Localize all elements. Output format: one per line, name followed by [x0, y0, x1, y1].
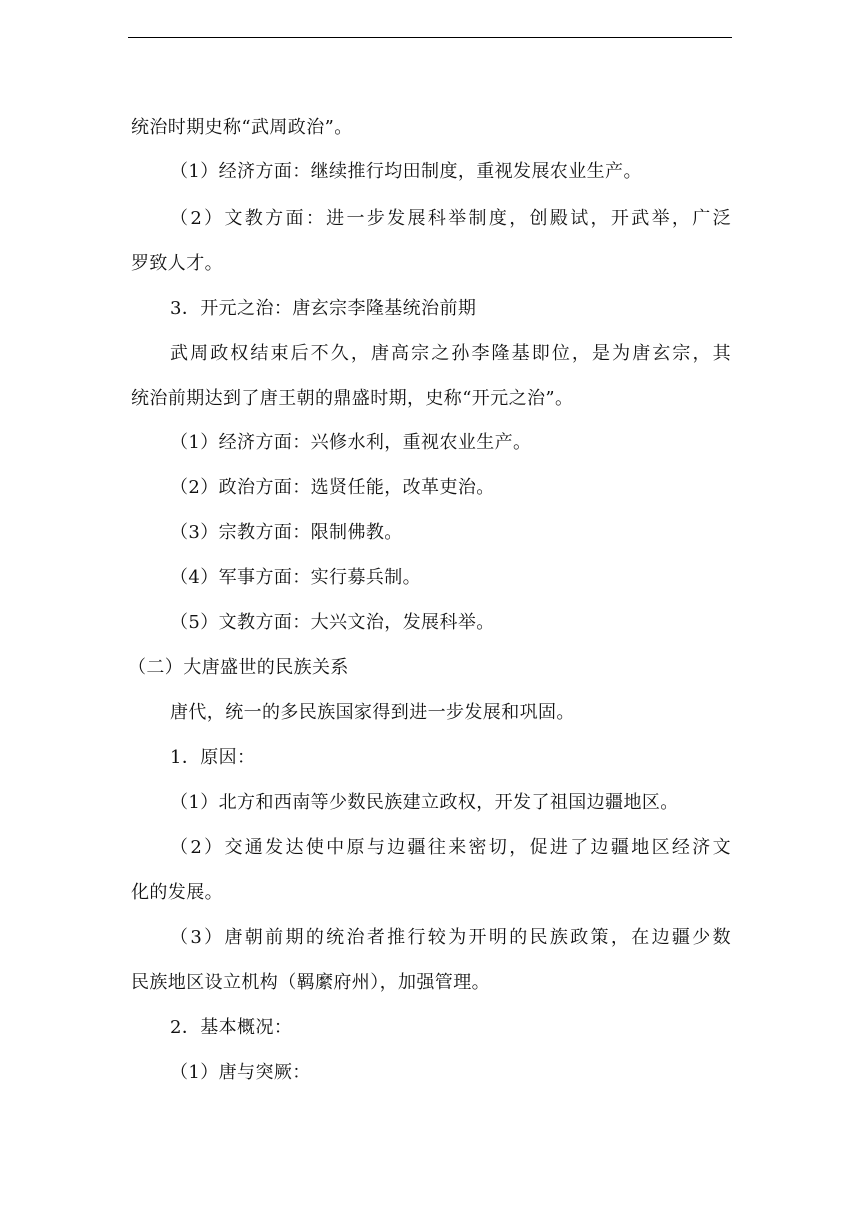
paragraph-line: 统治时期史称“武周政治”。 — [131, 117, 353, 138]
header-rule — [128, 37, 732, 38]
paragraph-line: （3）唐朝前期的统治者推行较为开明的民族政策，在边疆少数 — [170, 927, 731, 948]
section-heading: 2．基本概况： — [170, 1017, 293, 1038]
paragraph-line: （1）经济方面：继续推行均田制度，重视发展农业生产。 — [170, 161, 642, 182]
paragraph-line: 化的发展。 — [131, 882, 223, 903]
paragraph-line: 罗致人才。 — [131, 253, 223, 274]
paragraph-line: （3）宗教方面：限制佛教。 — [170, 522, 403, 543]
paragraph-line: （4）军事方面：实行募兵制。 — [170, 567, 422, 588]
section-heading: （二）大唐盛世的民族关系 — [128, 657, 349, 678]
paragraph-line: （1）北方和西南等少数民族建立政权，开发了祖国边疆地区。 — [170, 792, 679, 813]
paragraph-line: （2）文教方面：进一步发展科举制度，创殿试，开武举，广泛 — [170, 208, 731, 229]
paragraph-line: （2）交通发达使中原与边疆往来密切，促进了边疆地区经济文 — [170, 837, 731, 858]
paragraph-line: （5）文教方面：大兴文治，发展科举。 — [170, 612, 495, 633]
paragraph-line: 民族地区设立机构（羁縻府州），加强管理。 — [131, 972, 490, 993]
paragraph-line: 武周政权结束后不久，唐高宗之孙李隆基即位，是为唐玄宗，其 — [170, 343, 731, 364]
section-heading: 3．开元之治：唐玄宗李隆基统治前期 — [170, 298, 477, 319]
paragraph-line: 统治前期达到了唐王朝的鼎盛时期，史称“开元之治”。 — [131, 388, 574, 409]
paragraph-line: （1）唐与突厥： — [170, 1062, 311, 1083]
paragraph-line: 唐代，统一的多民族国家得到进一步发展和巩固。 — [170, 702, 575, 723]
section-heading: 1．原因： — [170, 747, 256, 768]
paragraph-line: （1）经济方面：兴修水利，重视农业生产。 — [170, 432, 532, 453]
paragraph-line: （2）政治方面：选贤任能，改革吏治。 — [170, 477, 495, 498]
